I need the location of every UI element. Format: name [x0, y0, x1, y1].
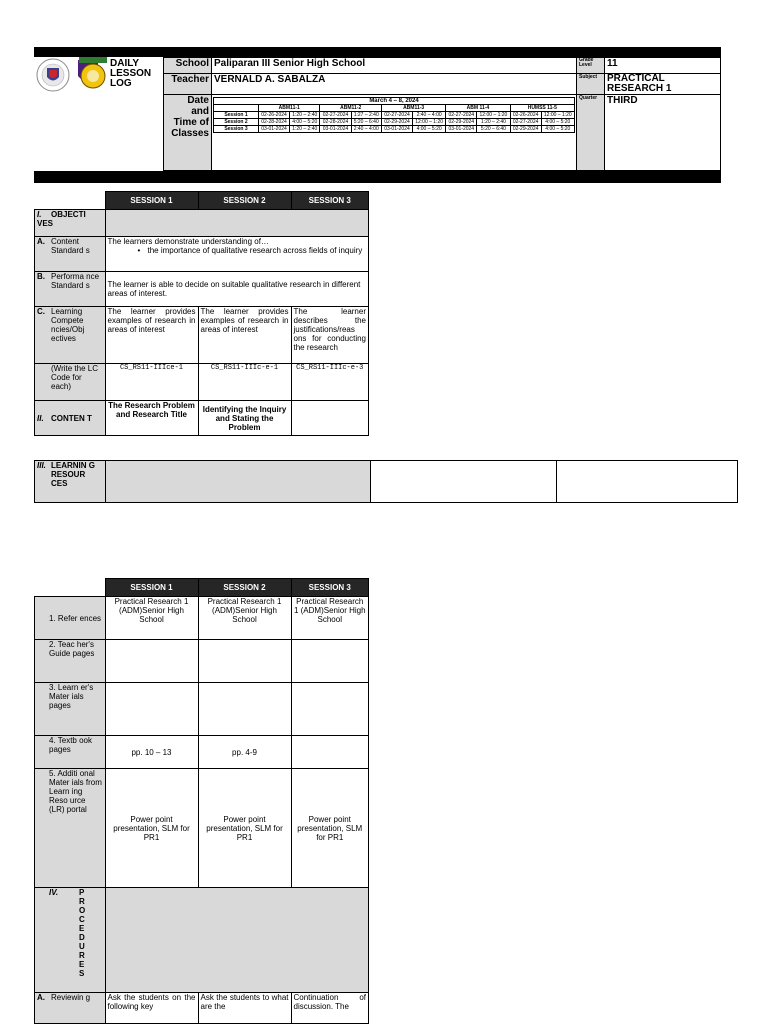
schedule-row-label: Session 1 — [214, 112, 259, 119]
schedule-cell: 4:00 – 5:20 — [541, 126, 574, 133]
schedule-cell: 02-29-2024 — [446, 119, 477, 126]
schedule-cell: 12:00 – 1:20 — [477, 112, 510, 119]
section-header: HUMSS 11-5 — [510, 105, 574, 112]
schedule-cell: 02-27-2024 — [510, 119, 541, 126]
textbook-label: 4. Textb ook pages — [35, 736, 106, 769]
competencies-label: Learning Compete ncies/Obj ectives — [51, 307, 85, 343]
content-standards-num: A. — [37, 237, 45, 246]
learner-materials-label: 3. Learn er's Mater ials pages — [35, 683, 106, 736]
schedule-cell: 02-27-2024 — [381, 112, 412, 119]
subject-label: Subject — [577, 74, 605, 95]
header-top-bar — [34, 47, 721, 57]
references-session-1: Practical Research 1 (ADM)Senior High School — [105, 597, 198, 640]
school-label: School — [164, 58, 212, 74]
quarter-value: THIRD — [605, 95, 721, 171]
schedule-table — [213, 97, 575, 133]
dll-title-line-2: LESSON — [110, 68, 152, 79]
schedule-cell: 02-26-2024 — [510, 112, 541, 119]
schedule-row-label: Session 2 — [214, 119, 259, 126]
performance-standards-text: The learner is able to decide on suitable qualitative research in different areas of interest. — [105, 272, 369, 307]
procedures-letter: R — [79, 897, 85, 906]
reviewing-session-1: Ask the students on the following key — [105, 993, 198, 1024]
section-header: ABM11-1 — [259, 105, 320, 112]
date-label-1: Date — [187, 95, 209, 106]
learning-resources-num: III. — [37, 461, 46, 470]
schedule-title: March 4 – 8, 2024 — [214, 98, 575, 105]
schedule-row-label: Session 3 — [214, 126, 259, 133]
learning-resources-label: LEARNIN G RESOUR CES — [51, 461, 95, 488]
reviewing-label: Reviewin g — [51, 993, 91, 1002]
schedule-cell: 4:00 – 5:20 — [412, 126, 445, 133]
content-session-2: Identifying the Inquiry and Stating the Problem — [198, 401, 291, 436]
schedule-cell: 1:27 – 2:40 — [351, 112, 381, 119]
content-standards-label: Content Standard s — [51, 237, 90, 255]
procedures-label — [79, 888, 85, 978]
procedures-letter: E — [79, 924, 85, 933]
additional-materials-label: 5. Additi onal Mater ials from Learn ing Reso urce (LR) portal — [35, 769, 106, 888]
session-1-header: SESSION 1 — [105, 192, 198, 210]
section-header: ABM11-3 — [381, 105, 445, 112]
content-standards-text: The learners demonstrate understanding of… — [107, 237, 269, 246]
session-2-header: SESSION 2 — [198, 192, 291, 210]
performance-standards-label: Performa nce Standard s — [51, 272, 100, 290]
textbook-session-2: pp. 4-9 — [198, 736, 291, 769]
textbook-session-3 — [291, 736, 369, 769]
schedule-cell: 02-28-2024 — [259, 119, 290, 126]
schedule-cell: 12:00 – 1:20 — [412, 119, 445, 126]
teacher-label: Teacher — [164, 74, 212, 95]
lc-code-session-3: CS_RS11-IIIc-e-3 — [291, 364, 369, 401]
references-session-2: Practical Research 1 (ADM)Senior High School — [198, 597, 291, 640]
learning-resources-row — [34, 460, 738, 503]
competencies-num: C. — [37, 307, 45, 316]
section-header: ABM 11-4 — [446, 105, 510, 112]
schedule-cell: 4:00 – 5:20 — [290, 119, 320, 126]
schedule-cell: 02-27-2024 — [446, 112, 477, 119]
competency-session-3: The learner describes the justifications/reas ons for conducting the research — [291, 307, 369, 364]
dll-title-line-1: DAILY — [110, 58, 140, 69]
date-label-3: Time of — [173, 117, 209, 128]
schedule-cell: 2:40 – 4:00 — [351, 126, 381, 133]
additional-session-3: Power point presentation, SLM for PR1 — [291, 769, 369, 888]
teacher-guide-label: 2. Teac her's Guide pages — [35, 640, 106, 683]
grade-value: 11 — [605, 58, 721, 74]
competency-session-1: The learner provides examples of research in areas of interest — [105, 307, 198, 364]
content-num: II. — [37, 413, 44, 423]
references-label: 1. Refer ences — [35, 597, 106, 640]
schedule-cell: 03-01-2024 — [446, 126, 477, 133]
section-header: ABM11-2 — [320, 105, 381, 112]
paliparan-logo — [78, 56, 108, 92]
schedule-cell: 03-01-2024 — [320, 126, 351, 133]
session-1-header: SESSION 1 — [105, 579, 198, 597]
textbook-session-1: pp. 10 – 13 — [105, 736, 198, 769]
session-2-header: SESSION 2 — [198, 579, 291, 597]
schedule-cell: 03-01-2024 — [259, 126, 290, 133]
lc-code-session-1: CS_RS11-IIIce-1 — [105, 364, 198, 401]
lesson-table-2 — [34, 578, 369, 1024]
schedule-cell: 02-29-2024 — [510, 126, 541, 133]
schedule-cell: 1:20 – 2:40 — [290, 126, 320, 133]
schedule-cell: 02-27-2024 — [320, 112, 351, 119]
procedures-num: IV. — [49, 888, 59, 897]
teacher-value: VERNALD A. SABALZA — [212, 74, 577, 95]
content-standards-bullet: the importance of qualitative research across fields of inquiry — [147, 246, 363, 255]
grade-label: Grade Level — [577, 58, 605, 74]
session-3-header: SESSION 3 — [291, 192, 369, 210]
lesson-table-1: SESSION 1 SESSION 2 SESSION 3 I. OBJECTI VES A. Content Standard s The learners demonstrate understanding of… • the importance of qualitative research across fields of inquiry B. Performa nce Standard s The learner is able to decide on suitable qualitative research in different areas of interest. C. Learning Compete ncies/Obj ectives The learner provides examples of research in areas of interest The learner provides examples of research in areas of interest The learner describes the justifications/reas ons for conducting the research (Write the LC Code for each) CS_RS11-IIIce-1 CS_RS11-IIIc-e-1 CS_RS11-IIIc-e-3 II. CONTEN T The Research Problem and Research Title Identifying the Inquiry and Stating the Problem — [34, 191, 369, 436]
procedures-letter: R — [79, 951, 85, 960]
objectives-num: I. — [37, 210, 42, 219]
schedule-cell: 5:20 – 6:40 — [351, 119, 381, 126]
procedures-letter: U — [79, 942, 85, 951]
header-info-table — [163, 57, 721, 171]
date-label-4: Classes — [171, 128, 209, 139]
references-session-3: Practical Research 1 (ADM)Senior High School — [291, 597, 369, 640]
reviewing-session-2: Ask the students to what are the — [198, 993, 291, 1024]
procedures-letter: S — [79, 969, 85, 978]
dll-title — [110, 59, 160, 89]
schedule-cell: 4:00 – 5:20 — [541, 119, 574, 126]
content-label: CONTEN T — [51, 413, 92, 423]
schedule-cell: 02-28-2024 — [320, 119, 351, 126]
quarter-label: Quarter — [577, 95, 605, 171]
procedures-letter: O — [79, 906, 86, 915]
deped-seal-logo — [36, 58, 70, 92]
schedule-cell: 03-01-2024 — [381, 126, 412, 133]
content-session-1: The Research Problem and Research Title — [105, 401, 198, 436]
date-label-2: and — [191, 106, 209, 117]
additional-session-2: Power point presentation, SLM for PR1 — [198, 769, 291, 888]
performance-standards-num: B. — [37, 272, 45, 281]
procedures-letter: E — [79, 960, 85, 969]
reviewing-num: A. — [37, 993, 45, 1002]
schedule-cell: 02-29-2024 — [381, 119, 412, 126]
procedures-letter: C — [79, 915, 85, 924]
reviewing-session-3: Continuation of discussion. The — [291, 993, 369, 1024]
schedule-cell: 12:00 – 1:20 — [541, 112, 574, 119]
header-bottom-bar — [34, 171, 721, 183]
lc-code-session-2: CS_RS11-IIIc-e-1 — [198, 364, 291, 401]
schedule-cell: 1:20 – 2:40 — [477, 119, 510, 126]
dll-title-line-3: LOG — [110, 78, 132, 89]
content-session-3 — [291, 401, 369, 436]
schedule-cell: 5:20 – 6:40 — [477, 126, 510, 133]
objectives-label: OBJECTI VES — [37, 210, 86, 228]
session-3-header: SESSION 3 — [291, 579, 369, 597]
schedule-cell: 1:20 – 2:40 — [290, 112, 320, 119]
procedures-letter: D — [79, 933, 85, 942]
schedule-cell: 2:40 – 4:00 — [412, 112, 445, 119]
school-value: Paliparan III Senior High School — [212, 58, 577, 74]
additional-session-1: Power point presentation, SLM for PR1 — [105, 769, 198, 888]
competency-session-2: The learner provides examples of research in areas of interest — [198, 307, 291, 364]
schedule-cell: 02-26-2024 — [259, 112, 290, 119]
lc-code-label: (Write the LC Code for each) — [35, 364, 106, 401]
procedures-letter: P — [79, 888, 85, 897]
subject-value: PRACTICAL RESEARCH 1 — [605, 74, 721, 95]
